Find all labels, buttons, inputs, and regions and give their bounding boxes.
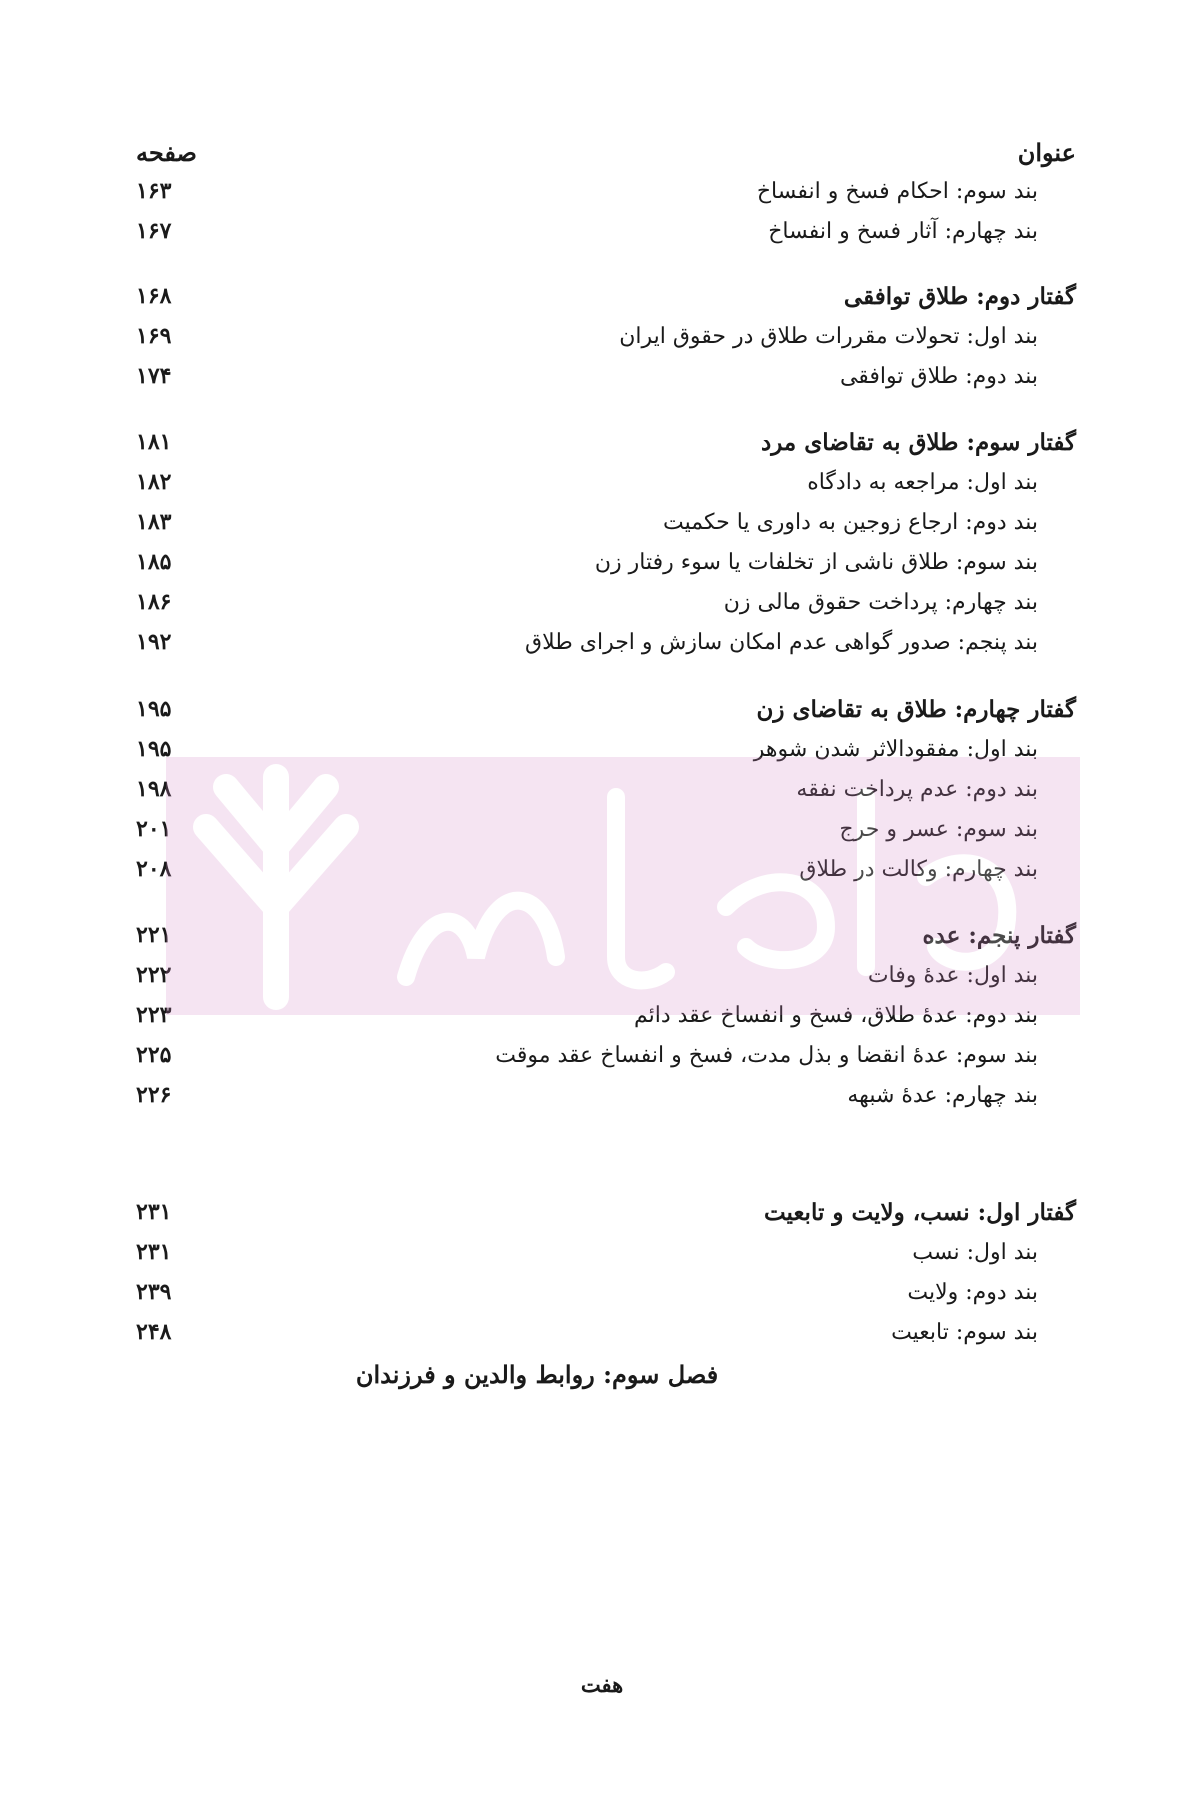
toc-entry-title: بند سوم: تابعیت [891, 1319, 1038, 1345]
toc-item-row [136, 585, 1076, 619]
toc-item-row [136, 214, 1076, 248]
toc-entry-page: ۲۲۵ [136, 1042, 172, 1068]
toc-entry-page: ۱۶۸ [136, 283, 172, 309]
toc-item-row [136, 998, 1076, 1032]
toc-item-row [136, 812, 1076, 846]
toc-item-row [136, 1275, 1076, 1309]
toc-entry-title: بند اول: نسب [912, 1239, 1038, 1265]
toc-entry-page: ۱۸۱ [136, 429, 172, 455]
toc-entry-page: ۱۶۹ [136, 323, 172, 349]
toc-entry-title: گفتار پنجم: عده [922, 921, 1076, 949]
toc-entry-page: ۲۳۹ [136, 1279, 172, 1305]
toc-entry-page: ۲۴۸ [136, 1319, 172, 1345]
toc-section-row [136, 279, 1076, 313]
chapter-heading: فصل سوم: روابط والدین و فرزندان [355, 1360, 719, 1389]
toc-entry-title: بند پنجم: صدور گواهی عدم امکان سازش و اجرای طلاق [525, 629, 1038, 655]
toc-item-row [136, 1078, 1076, 1112]
toc-item-row [136, 958, 1076, 992]
toc-item-row [136, 625, 1076, 659]
toc-section-row [136, 692, 1076, 726]
toc-item-row [136, 732, 1076, 766]
toc-entry-title: بند سوم: احکام فسخ و انفساخ [756, 178, 1038, 204]
toc-entry-title: بند دوم: ارجاع زوجین به داوری یا حکمیت [663, 509, 1038, 535]
header-page: صفحه [136, 138, 197, 167]
toc-item-row [136, 545, 1076, 579]
toc-entry-page: ۱۸۶ [136, 589, 172, 615]
toc-entry-title: بند دوم: طلاق توافقی [839, 363, 1038, 389]
toc-entry-page: ۱۹۵ [136, 736, 172, 762]
toc-entry-page: ۱۸۲ [136, 469, 172, 495]
toc-item-row [136, 505, 1076, 539]
toc-item-row [136, 359, 1076, 393]
toc-entry-title: بند دوم: عدم پرداخت نفقه [796, 776, 1038, 802]
toc-entry-title: بند چهارم: وکالت در طلاق [799, 856, 1038, 882]
toc-entry-page: ۱۹۲ [136, 629, 172, 655]
toc-item-row [136, 1038, 1076, 1072]
toc-item-row [136, 772, 1076, 806]
toc-entry-title: گفتار چهارم: طلاق به تقاضای زن [756, 695, 1076, 723]
toc-entry-title: بند چهارم: آثار فسخ و انفساخ [768, 218, 1038, 244]
toc-item-row [136, 174, 1076, 208]
toc-entry-title: بند اول: مراجعه به دادگاه [807, 469, 1038, 495]
toc-entry-page: ۲۳۱ [136, 1199, 172, 1225]
toc-entry-title: بند اول: عدهٔ وفات [867, 962, 1038, 988]
toc-entry-title: بند اول: تحولات مقررات طلاق در حقوق ایران [619, 323, 1038, 349]
toc-entry-title: گفتار سوم: طلاق به تقاضای مرد [760, 428, 1076, 456]
toc-section-row [136, 425, 1076, 459]
toc-entry-page: ۲۲۶ [136, 1082, 172, 1108]
toc-entry-title: بند سوم: طلاق ناشی از تخلفات یا سوء رفتار زن [594, 549, 1038, 575]
toc-entry-page: ۱۷۴ [136, 363, 172, 389]
toc-entry-title: بند سوم: عسر و حرج [839, 816, 1038, 842]
toc-entry-title: بند اول: مفقودالاثر شدن شوهر [753, 736, 1038, 762]
toc-entry-page: ۲۲۱ [136, 922, 172, 948]
toc-item-row [136, 852, 1076, 886]
toc-entry-title: بند سوم: عدهٔ انقضا و بذل مدت، فسخ و انفساخ عقد موقت [495, 1042, 1038, 1068]
toc-entry-title: بند دوم: ولایت [907, 1279, 1038, 1305]
header-title: عنوان [1017, 138, 1076, 167]
toc-entry-page: ۱۸۵ [136, 549, 172, 575]
toc-section-row [136, 1195, 1076, 1229]
toc-entry-page: ۱۸۳ [136, 509, 172, 535]
toc-entry-page: ۲۰۱ [136, 816, 172, 842]
toc-item-row [136, 319, 1076, 353]
toc-entry-page: ۱۹۸ [136, 776, 172, 802]
toc-entry-title: بند چهارم: عدهٔ شبهه [847, 1082, 1038, 1108]
toc-item-row [136, 1235, 1076, 1269]
toc-item-row [136, 465, 1076, 499]
toc-entry-title: بند چهارم: پرداخت حقوق مالی زن [723, 589, 1038, 615]
toc-entry-page: ۲۰۸ [136, 856, 172, 882]
toc-entry-page: ۲۲۲ [136, 962, 172, 988]
toc-item-row [136, 1315, 1076, 1349]
toc-entry-title: گفتار اول: نسب، ولایت و تابعیت [763, 1198, 1076, 1226]
toc-entry-title: بند دوم: عدهٔ طلاق، فسخ و انفساخ عقد دائم [633, 1002, 1038, 1028]
toc-entry-title: گفتار دوم: طلاق توافقی [843, 282, 1076, 310]
toc-section-row [136, 918, 1076, 952]
toc-entry-page: ۱۶۷ [136, 218, 172, 244]
toc-entry-page: ۱۶۳ [136, 178, 172, 204]
toc-entry-page: ۲۳۱ [136, 1239, 172, 1265]
page-folio: هفت [580, 1672, 624, 1697]
toc-entry-page: ۱۹۵ [136, 696, 172, 722]
toc-entry-page: ۲۲۳ [136, 1002, 172, 1028]
